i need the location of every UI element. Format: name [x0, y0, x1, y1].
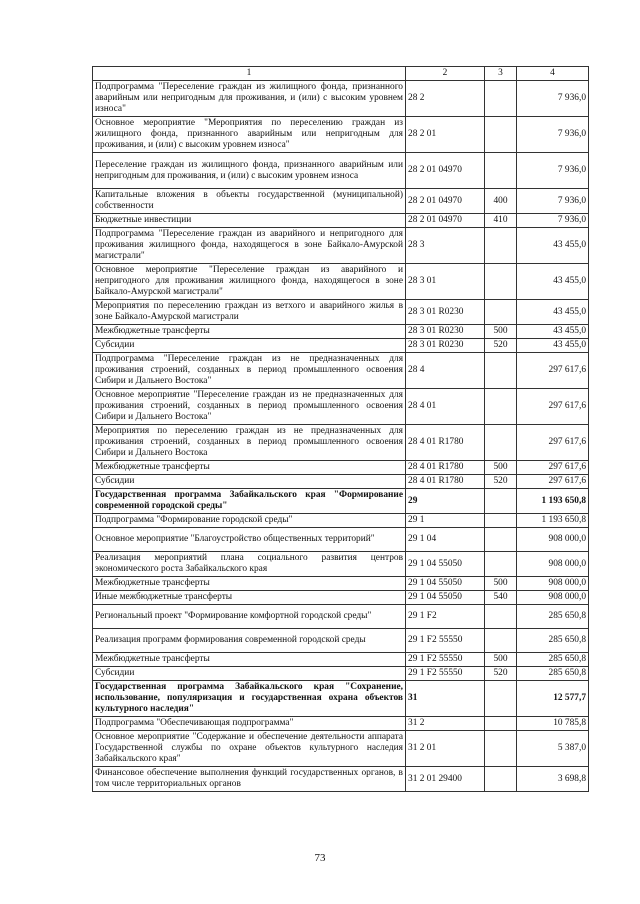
table-row — [93, 228, 589, 264]
row-name-cell: Основное мероприятие "Переселение граждан из не предназначенных для проживания строений, созданных в период промышленного освоения Сибири и Дальнего Востока" — [93, 389, 406, 425]
row-name-cell: Межбюджетные трансферты — [93, 653, 406, 667]
row-code-cell: 28 4 — [406, 353, 485, 389]
row-type-cell: 520 — [485, 667, 517, 681]
row-type-cell — [485, 389, 517, 425]
table-row — [93, 325, 589, 339]
table-row — [93, 339, 589, 353]
row-name-cell: Иные межбюджетные трансферты — [93, 591, 406, 605]
row-type-cell: 410 — [485, 214, 517, 228]
row-sum-cell: 285 650,8 — [517, 605, 589, 629]
row-name-cell: Региональный проект "Формирование комфортной городской среды" — [93, 605, 406, 629]
table-row — [93, 461, 589, 475]
row-name-cell: Межбюджетные трансферты — [93, 577, 406, 591]
table-row — [93, 577, 589, 591]
row-type-cell — [485, 552, 517, 577]
row-type-cell — [485, 767, 517, 792]
row-type-cell: 400 — [485, 189, 517, 214]
row-type-cell — [485, 717, 517, 731]
row-sum-cell: 285 650,8 — [517, 653, 589, 667]
row-name-cell: Подпрограмма "Переселение граждан из аварийного и непригодного для проживания жилищного фонда, находящегося в зоне Байкало-Амурской магистрали" — [93, 228, 406, 264]
row-code-cell: 31 2 01 — [406, 731, 485, 767]
row-code-cell: 28 3 — [406, 228, 485, 264]
row-name-cell: Субсидии — [93, 475, 406, 489]
row-code-cell: 29 1 04 55050 — [406, 552, 485, 577]
table-row — [93, 731, 589, 767]
table-row — [93, 117, 589, 153]
row-type-cell — [485, 264, 517, 300]
row-type-cell — [485, 353, 517, 389]
row-sum-cell: 43 455,0 — [517, 300, 589, 325]
row-name-cell: Межбюджетные трансферты — [93, 461, 406, 475]
row-code-cell: 29 1 — [406, 514, 485, 528]
row-code-cell: 28 2 — [406, 81, 485, 117]
row-name-cell: Основное мероприятие "Переселение граждан из аварийного и непригодного для проживания жилищного фонда, находящегося в зоне Байкало-Амурской магистрали" — [93, 264, 406, 300]
row-sum-cell: 1 193 650,8 — [517, 514, 589, 528]
row-name-cell: Мероприятия по переселению граждан из не предназначенных для проживания строений, созданных в период промышленного освоения Сибири и Дальнего Востока — [93, 425, 406, 461]
row-code-cell: 31 2 01 29400 — [406, 767, 485, 792]
row-sum-cell: 43 455,0 — [517, 339, 589, 353]
row-code-cell: 29 1 F2 55550 — [406, 667, 485, 681]
row-sum-cell: 12 577,7 — [517, 681, 589, 717]
row-sum-cell: 908 000,0 — [517, 591, 589, 605]
table-row — [93, 605, 589, 629]
table-row — [93, 681, 589, 717]
row-name-cell: Основное мероприятие "Мероприятия по переселению граждан из жилищного фонда, признанного аварийным или непригодным для проживания, и (или) с высоким уровнем износа" — [93, 117, 406, 153]
row-sum-cell: 908 000,0 — [517, 552, 589, 577]
row-code-cell: 28 4 01 — [406, 389, 485, 425]
row-code-cell: 29 — [406, 489, 485, 514]
row-type-cell — [485, 681, 517, 717]
row-name-cell: Основное мероприятие "Содержание и обеспечение деятельности аппарата Государственной службы по охране объектов культурного наследия Забайкальского края" — [93, 731, 406, 767]
row-sum-cell: 908 000,0 — [517, 577, 589, 591]
row-code-cell: 28 4 01 R1780 — [406, 425, 485, 461]
row-code-cell: 29 1 F2 — [406, 605, 485, 629]
row-type-cell — [485, 425, 517, 461]
table-row — [93, 189, 589, 214]
table-row — [93, 514, 589, 528]
row-sum-cell: 5 387,0 — [517, 731, 589, 767]
table-row — [93, 591, 589, 605]
row-code-cell: 28 3 01 — [406, 264, 485, 300]
row-sum-cell: 7 936,0 — [517, 117, 589, 153]
row-type-cell — [485, 528, 517, 552]
row-sum-cell: 43 455,0 — [517, 228, 589, 264]
row-sum-cell: 7 936,0 — [517, 81, 589, 117]
row-type-cell — [485, 81, 517, 117]
row-sum-cell: 7 936,0 — [517, 153, 589, 189]
row-sum-cell: 297 617,6 — [517, 389, 589, 425]
row-code-cell: 28 3 01 R0230 — [406, 300, 485, 325]
budget-table — [92, 66, 589, 792]
header-col-3: 3 — [485, 67, 517, 81]
table-row — [93, 552, 589, 577]
row-code-cell: 28 4 01 R1780 — [406, 461, 485, 475]
table-row — [93, 264, 589, 300]
row-name-cell: Реализация мероприятий плана социального развития центров экономического роста Забайкальского края — [93, 552, 406, 577]
row-code-cell: 28 2 01 — [406, 117, 485, 153]
row-sum-cell: 43 455,0 — [517, 264, 589, 300]
row-sum-cell: 297 617,6 — [517, 475, 589, 489]
row-sum-cell: 7 936,0 — [517, 214, 589, 228]
column-number-header — [93, 67, 589, 81]
row-type-cell: 500 — [485, 577, 517, 591]
row-code-cell: 29 1 04 — [406, 528, 485, 552]
row-name-cell: Межбюджетные трансферты — [93, 325, 406, 339]
row-sum-cell: 7 936,0 — [517, 189, 589, 214]
budget-page — [92, 66, 588, 792]
row-code-cell: 28 3 01 R0230 — [406, 339, 485, 353]
row-type-cell — [485, 300, 517, 325]
row-code-cell: 31 — [406, 681, 485, 717]
row-name-cell: Субсидии — [93, 339, 406, 353]
row-name-cell: Финансовое обеспечение выполнения функций государственных органов, в том числе территориальных органов — [93, 767, 406, 792]
row-sum-cell: 1 193 650,8 — [517, 489, 589, 514]
row-name-cell: Субсидии — [93, 667, 406, 681]
row-type-cell — [485, 629, 517, 653]
row-name-cell: Подпрограмма "Формирование городской среды" — [93, 514, 406, 528]
table-row — [93, 489, 589, 514]
table-row — [93, 214, 589, 228]
table-row — [93, 353, 589, 389]
table-row — [93, 300, 589, 325]
budget-table-body — [93, 67, 589, 792]
table-row — [93, 653, 589, 667]
row-type-cell: 500 — [485, 461, 517, 475]
row-type-cell: 520 — [485, 339, 517, 353]
row-code-cell: 29 1 04 55050 — [406, 591, 485, 605]
table-row — [93, 528, 589, 552]
table-row — [93, 389, 589, 425]
row-sum-cell: 43 455,0 — [517, 325, 589, 339]
row-type-cell — [485, 153, 517, 189]
table-row — [93, 629, 589, 653]
row-type-cell — [485, 228, 517, 264]
row-name-cell: Подпрограмма "Переселение граждан из не предназначенных для проживания строений, созданных в период промышленного освоения Сибири и Дальнего Востока" — [93, 353, 406, 389]
row-name-cell: Основное мероприятие "Благоустройство общественных территорий" — [93, 528, 406, 552]
row-type-cell — [485, 117, 517, 153]
row-sum-cell: 297 617,6 — [517, 461, 589, 475]
table-row — [93, 153, 589, 189]
row-code-cell: 28 2 01 04970 — [406, 189, 485, 214]
row-code-cell: 31 2 — [406, 717, 485, 731]
row-sum-cell: 10 785,8 — [517, 717, 589, 731]
row-code-cell: 28 3 01 R0230 — [406, 325, 485, 339]
row-type-cell: 500 — [485, 653, 517, 667]
row-sum-cell: 297 617,6 — [517, 425, 589, 461]
row-name-cell: Государственная программа Забайкальского края "Формирование современной городской среды" — [93, 489, 406, 514]
row-name-cell: Мероприятия по переселению граждан из ветхого и аварийного жилья в зоне Байкало-Амурской магистрали — [93, 300, 406, 325]
row-name-cell: Бюджетные инвестиции — [93, 214, 406, 228]
row-type-cell — [485, 605, 517, 629]
row-code-cell: 28 2 01 04970 — [406, 214, 485, 228]
table-row — [93, 475, 589, 489]
table-row — [93, 667, 589, 681]
row-code-cell: 29 1 F2 55550 — [406, 629, 485, 653]
row-name-cell: Государственная программа Забайкальского края "Сохранение, использование, популяризация и государственная охрана объектов культурного наследия" — [93, 681, 406, 717]
row-sum-cell: 285 650,8 — [517, 629, 589, 653]
row-code-cell: 28 4 01 R1780 — [406, 475, 485, 489]
row-sum-cell: 297 617,6 — [517, 353, 589, 389]
row-name-cell: Подпрограмма "Переселение граждан из жилищного фонда, признанного аварийным или непригодным для проживания, и (или) с высоким уровнем износа" — [93, 81, 406, 117]
table-row — [93, 81, 589, 117]
row-name-cell: Подпрограмма "Обеспечивающая подпрограмма" — [93, 717, 406, 731]
row-type-cell — [485, 489, 517, 514]
row-code-cell: 28 2 01 04970 — [406, 153, 485, 189]
row-name-cell: Переселение граждан из жилищного фонда, признанного аварийным или непригодным для проживания, и (или) с высоким уровнем износа — [93, 153, 406, 189]
page-number: 73 — [314, 852, 326, 864]
table-row — [93, 425, 589, 461]
header-col-1: 1 — [93, 67, 406, 81]
row-sum-cell: 908 000,0 — [517, 528, 589, 552]
row-sum-cell: 285 650,8 — [517, 667, 589, 681]
row-code-cell: 29 1 04 55050 — [406, 577, 485, 591]
row-type-cell: 540 — [485, 591, 517, 605]
header-col-2: 2 — [406, 67, 485, 81]
table-row — [93, 717, 589, 731]
table-row — [93, 767, 589, 792]
row-sum-cell: 3 698,8 — [517, 767, 589, 792]
row-type-cell: 520 — [485, 475, 517, 489]
header-col-4: 4 — [517, 67, 589, 81]
row-type-cell — [485, 514, 517, 528]
row-type-cell: 500 — [485, 325, 517, 339]
row-name-cell: Капитальные вложения в объекты государственной (муниципальной) собственности — [93, 189, 406, 214]
row-type-cell — [485, 731, 517, 767]
row-code-cell: 29 1 F2 55550 — [406, 653, 485, 667]
row-name-cell: Реализация программ формирования современной городской среды — [93, 629, 406, 653]
